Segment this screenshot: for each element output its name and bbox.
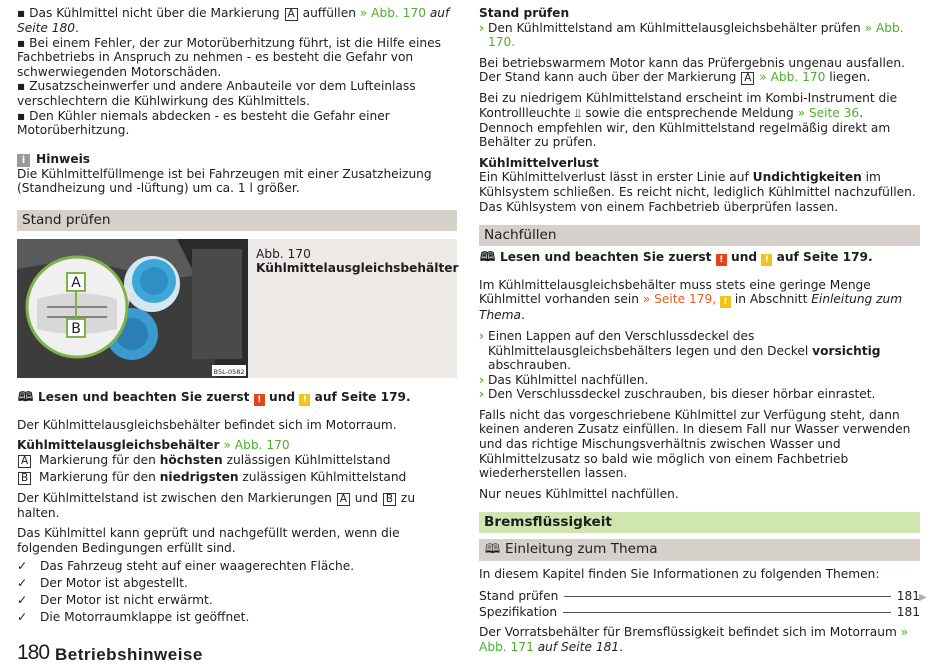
bullet-item: ▪ Zusatzscheinwerfer und andere Anbauteile vor dem Lufteinlass verschlechtern die Kühlwirkung des Kühlmittels. [17,79,416,108]
legend-item-b: B Markierung für den niedrigsten zulässigen Kühlmittelstand [17,470,457,485]
marker-a-box: A [285,8,298,21]
verlust-title: Kühlmittelverlust [479,155,599,170]
figure-link[interactable]: » Abb. 170 [359,6,426,20]
book-icon: 🕮 [17,389,34,405]
legend-block [17,438,457,485]
coolant-warning-icon: ⫫ [574,105,582,120]
warning-red-icon: ! [254,394,265,406]
page-number: 180 [17,641,50,664]
hinweis-text: Die Kühlmittelfüllmenge ist bei Fahrzeugen mit einer Zusatzheizung (Standheizung und -lüftung) um ca. 1 l größer. [17,166,432,196]
legend-item-a: A Markierung für den höchsten zulässigen Kühlmittelstand [17,453,457,468]
image-code: B5L-0582 [213,367,245,376]
hinweis-block [17,152,457,196]
bullet-item: ▪ Den Kühler niemals abdecken - es besteht die Gefahr einer Motorüberhitzung. [17,108,390,138]
next-page-arrow-icon: ▶ [919,592,927,603]
page-link[interactable]: » Seite 36 [797,105,860,120]
stand-pruefen-title: Stand prüfen [479,6,570,20]
toc-item[interactable]: Stand prüfen 181 [479,589,920,604]
warning-bullets [17,6,457,138]
footer-section-title: Betriebshinweise [55,645,203,664]
coolant-tank-image [17,239,248,378]
bullet-item: ▪ Das Kühlmittel nicht über die Markierung A auffüllen » Abb. 170 auf Seite 180. [17,6,450,35]
nachfuellen-text: Im Kühlmittelausgleichsbehälter muss stets eine geringe Menge Kühlmittel vorhanden sein » Seite 179, ! in Abschnitt Einleitung zum Thema. [479,277,903,323]
section-header-bremsfluessigkeit: Bremsflüssigkeit [479,512,920,533]
warning-yellow-icon: ! [761,254,772,266]
condition-item: ✓ Der Motor ist nicht erwärmt. [17,592,213,607]
figure-label: Abb. 170 [256,246,311,261]
figure-link[interactable]: » Abb. 171 [479,625,909,654]
figure-link[interactable]: » Abb. 170 [759,70,826,85]
engine-bay-illustration [17,239,248,378]
conditions-list [17,559,457,625]
figure-link[interactable]: » Abb. 170. [488,20,904,50]
figure-link[interactable]: » Abb. 170 [223,438,290,453]
book-icon: 🕮 [479,249,496,265]
kapitel-text: In diesem Kapitel finden Sie Informationen zu folgenden Themen: [479,566,880,581]
left-column [17,6,457,627]
toc-list [479,589,920,619]
low-level-text: Bei zu niedrigem Kühlmittelstand erscheint im Kombi-Instrument die Kontrollleuchte ⫫ sowie die entsprechende Meldung » Seite 36. Dennoch empfehlen wir, den Kühlmittelstand regelmäßig direkt am Behälter zu prüfen. [479,91,898,150]
hinweis-title: Hinweis [36,151,91,166]
condition-item: ✓ Der Motor ist abgestellt. [17,575,188,590]
check-icon: ✓ [17,558,28,573]
warning-yellow-icon: ! [299,394,310,406]
vorrat-text: Der Vorratsbehälter für Bremsflüssigkeit befindet sich im Motorraum » Abb. 171 auf Seite 181. [479,625,909,654]
steps-list [479,329,920,402]
falls-text: Falls nicht das vorgeschriebene Kühlmittel zur Verfügung steht, dann keinen anderen Zusatz einfüllen. In diesem Fall nur Wasser verwenden und das richtige Mischungsverhältnis zwischen Wasser und Kühlmittelzusatz so bald wie möglich von einem Fachbetrieb wiederherstellen lassen. [479,407,911,481]
toc-item[interactable]: Spezifikation 181 [479,604,920,619]
figure-title: Kühlmittelausgleichsbehälter [256,261,459,276]
warm-engine-text: Bei betriebswarmem Motor kann das Prüfergebnis ungenau ausfallen. Der Stand kann auch über der Markierung A » Abb. 170 liegen. [479,55,906,85]
intro-text: Der Kühlmittelausgleichsbehälter befindet sich im Motorraum. [17,417,397,432]
stand-step: › Den Kühlmittelstand am Kühlmittelausgleichsbehälter prüfen » Abb. 170. [479,20,904,50]
nur-neues-text: Nur neues Kühlmittel nachfüllen. [479,486,679,501]
warning-yellow-icon: ! [720,296,731,308]
condition-item: ✓ Das Fahrzeug steht auf einer waagerechten Fläche. [17,558,355,573]
step-item: › Das Kühlmittel nachfüllen. [479,372,649,387]
info-icon: i [17,154,30,167]
between-markers-text: Der Kühlmittelstand ist zwischen den Markierungen A und B zu halten. [17,490,416,520]
legend-subhead: Kühlmittelausgleichsbehälter [17,438,220,453]
figure-170 [17,239,457,378]
conditions-intro: Das Kühlmittel kann geprüft und nachgefüllt werden, wenn die folgenden Bedingungen erfüllt sind. [17,526,400,555]
read-first-line: 🕮 Lesen und beachten Sie zuerst ! und ! auf Seite 179. [17,389,411,405]
warning-red-icon: ! [716,254,727,266]
page-link[interactable]: » Seite 179, [642,292,717,307]
read-first-line: 🕮 Lesen und beachten Sie zuerst ! und ! auf Seite 179. [479,249,873,265]
check-icon: ✓ [17,610,28,625]
right-column [479,6,920,655]
section-header-stand-pruefen: Stand prüfen [17,210,457,231]
bullet-item: ▪ Bei einem Fehler, der zur Motorüberhitzung führt, ist die Hilfe eines Fachbetriebs in Anspruch zu nehmen - es besteht die Gefahr von schwerwiegenden Motorschäden. [17,35,441,79]
marker-b-label: B [71,320,81,337]
step-item: › Einen Lappen auf den Verschlussdeckel des Kühlmittelausgleichsbehälters legen und den Deckel vorsichtig abschrauben. [479,328,881,373]
step-item: › Den Verschlussdeckel zuschrauben, bis dieser hörbar einrastet. [479,387,876,402]
marker-a-label: A [71,274,81,291]
check-icon: ✓ [17,592,28,607]
verlust-text: Ein Kühlmittelverlust lässt in erster Linie auf Undichtigkeiten im Kühlsystem schließen. Es reicht nicht, lediglich Kühlmittel nachzufüllen. Das Kühlsystem von einem Fachbetrieb überprüfen lassen. [479,170,916,214]
book-icon: 🕮 [484,542,501,558]
check-icon: ✓ [17,575,28,590]
section-header-nachfuellen: Nachfüllen [479,225,920,246]
condition-item: ✓ Die Motorraumklappe ist geöffnet. [17,610,250,625]
figure-caption [248,239,467,378]
section-header-einleitung: 🕮 Einleitung zum Thema [479,539,920,561]
